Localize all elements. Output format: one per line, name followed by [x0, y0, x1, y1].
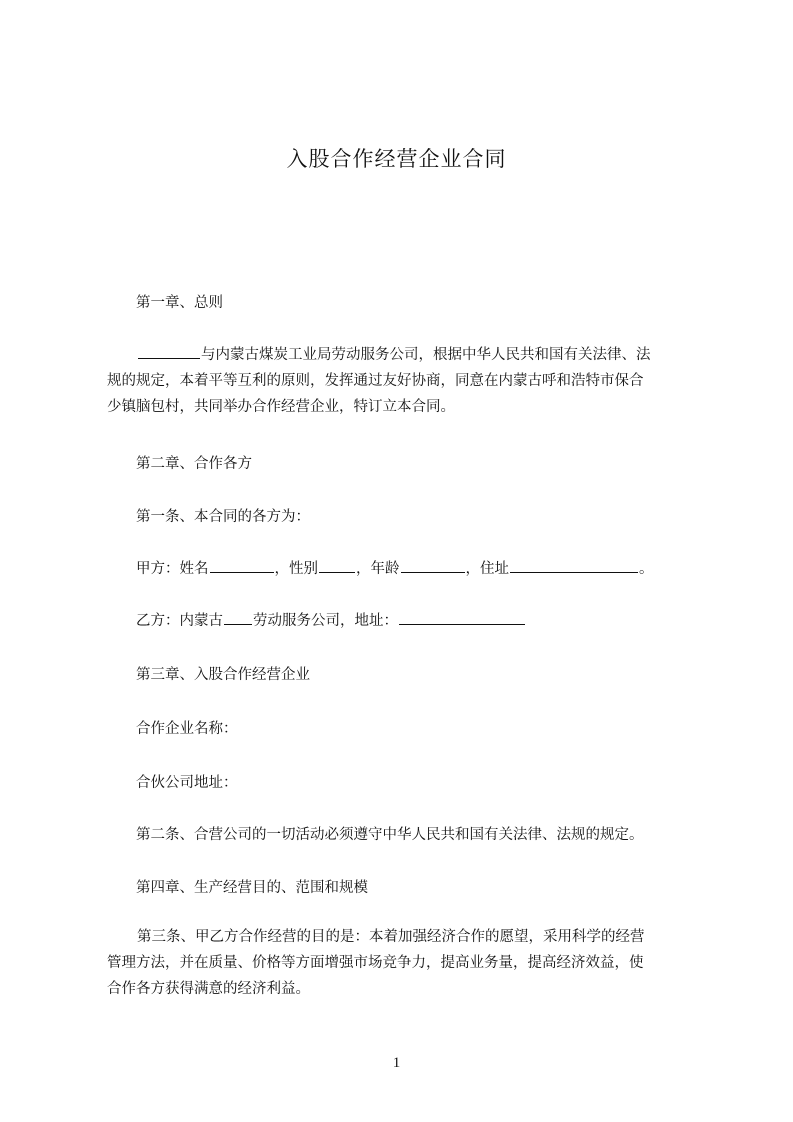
party-b-line — [136, 609, 526, 630]
party-a-gender-label: ，性别 — [274, 561, 318, 577]
blank-address — [510, 558, 638, 573]
party-a-name-label: 甲方：姓名 — [136, 561, 209, 577]
party-b-prefix: 乙方：内蒙古 — [136, 613, 223, 629]
party-b-middle: 劳动服务公司，地址： — [253, 613, 398, 629]
article-3-line-2: 管理方法，并在质量、价格等方面增强市场竞争力，提高业务量，提高经济效益，使 — [107, 955, 644, 971]
blank-party-name — [138, 344, 200, 359]
chapter-1-heading: 第一章、总则 — [136, 295, 223, 311]
company-name-label: 合作企业名称： — [136, 721, 238, 737]
blank-age — [401, 558, 465, 573]
article-3-line-1: 第三条、甲乙方合作经营的目的是：本着加强经济合作的愿望，采用科学的经营 — [137, 929, 645, 945]
blank-name — [210, 558, 274, 573]
chapter-2-heading: 第二章、合作各方 — [136, 456, 252, 472]
party-a-address-label: ，住址 — [465, 561, 509, 577]
chapter-4-heading: 第四章、生产经营目的、范围和规模 — [136, 880, 368, 896]
party-a-line — [136, 557, 654, 578]
article-3-line-3: 合作各方获得满意的经济利益。 — [107, 981, 310, 997]
article-1: 第一条、本合同的各方为： — [136, 509, 310, 525]
article-2: 第二条、合营公司的一切活动必须遵守中华人民共和国有关法律、法规的规定。 — [136, 827, 644, 843]
intro-paragraph — [107, 342, 702, 420]
blank-gender — [319, 558, 355, 573]
intro-line-1: 与内蒙古煤炭工业局劳动服务公司，根据中华人民共和国有关法律、法 — [201, 347, 651, 363]
article-3-paragraph — [107, 924, 702, 1002]
document-title: 入股合作经营企业合同 — [286, 147, 507, 171]
company-address-label: 合伙公司地址： — [136, 775, 238, 791]
chapter-3-heading: 第三章、入股合作经营企业 — [136, 667, 310, 683]
page-number: 1 — [392, 1055, 401, 1071]
blank-party-b-address — [399, 616, 525, 625]
party-a-end: 。 — [639, 561, 654, 577]
intro-line-2: 规的规定，本着平等互利的原则，发挥通过友好协商，同意在内蒙古呼和浩特市保合 — [107, 373, 644, 389]
intro-line-3: 少镇脑包村，共同举办合作经营企业，特订立本合同。 — [107, 399, 455, 415]
party-a-age-label: ，年龄 — [356, 561, 400, 577]
blank-region — [224, 610, 252, 625]
